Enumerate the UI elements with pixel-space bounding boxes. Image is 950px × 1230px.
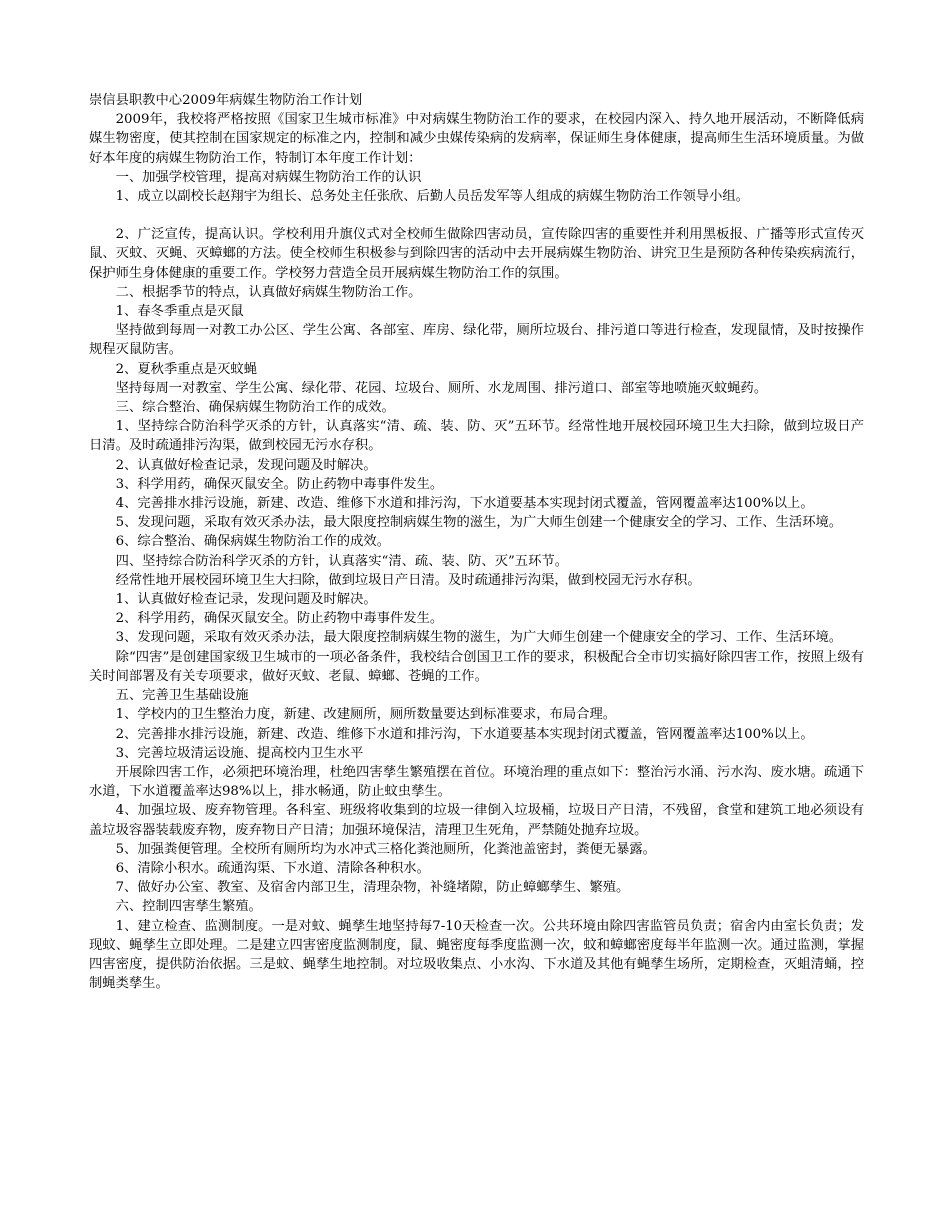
paragraph: 3、完善垃圾清运设施、提高校内卫生水平	[115, 745, 364, 761]
paragraph: 2、完善排水排污设施，新建、改造、维修下水道和排污沟，下水道要基本实现封闭式覆盖，管网覆盖率达100%以上。	[115, 726, 814, 742]
section-heading-2: 二、根据季节的特点，认真做好病媒生物防治工作。	[115, 284, 422, 300]
paragraph-intro: 2009年，我校将严格按照《国家卫生城市标准》中对病媒生物防治工作的要求，在校园内深入、持久地开展活动，不断降低病媒生物密度，使其控制在国家规定的标准之内，控制和减少虫媒传染病的发病率，保证师生身体健康，提高师生生活环境质量。为做好本年度的病媒生物防治工作，特制订本年度工作计划：	[89, 112, 864, 166]
paragraph: 3、发现问题，采取有效灭杀办法，最大限度控制病媒生物的滋生，为广大师生创建一个健康安全的学习、工作、生活环境。	[115, 630, 843, 646]
paragraph: 开展除四害工作，必须把环境治理，杜绝四害孳生繁殖摆在首位。环境治理的重点如下：整治污水涌、污水沟、废水塘。疏通下水道，下水道覆盖率达98%以上，排水畅通，防止蚊虫孳生。	[89, 764, 864, 800]
paragraph: 4、加强垃圾、废弃物管理。各科室、班级将收集到的垃圾一律倒入垃圾桶，垃圾日产日清，不残留，食堂和建筑工地必须设有盖垃圾容器装载废弃物，废弃物日产日清；加强环境保洁，清理卫生死角，严禁随处抛弃垃圾。	[89, 803, 864, 838]
paragraph: 4、完善排水排污设施，新建、改造、维修下水道和排污沟，下水道要基本实现封闭式覆盖，管网覆盖率达100%以上。	[115, 496, 814, 512]
paragraph: 5、加强粪便管理。全校所有厕所均为水冲式三格化粪池厕所，化粪池盖密封，粪便无暴露。	[115, 841, 656, 857]
paragraph: 坚持每周一对教室、学生公寓、绿化带、花园、垃圾台、厕所、水龙周围、排污道口、部室等地喷施灭蚊蝇药。	[115, 380, 768, 396]
document-page	[89, 91, 864, 993]
paragraph: 7、做好办公室、教室、及宿舍内部卫生，清理杂物，补缝堵隙，防止蟑螂孳生、繁殖。	[115, 880, 630, 896]
paragraph: 2、认真做好检查记录，发现问题及时解决。	[115, 457, 377, 473]
paragraph: 1、学校内的卫生整治力度，新建、改建厕所，厕所数量要达到标准要求，布局合理。	[115, 707, 617, 723]
paragraph: 6、清除小积水。疏通沟渠、下水道、清除各种积水。	[115, 860, 430, 876]
document-title: 崇信县职教中心2009年病媒生物防治工作计划	[89, 93, 363, 108]
section-heading-6: 六、控制四害孳生繁殖。	[115, 899, 262, 915]
paragraph: 1、坚持综合防治科学灭杀的方针，认真落实“清、疏、装、防、灭”五环节。经常性地开展校园环境卫生大扫除，做到垃圾日产日清。及时疏通排污沟渠，做到校园无污水存积。	[89, 419, 864, 454]
paragraph: 2、科学用药，确保灭鼠安全。防止药物中毒事件发生。	[115, 611, 444, 627]
paragraph: 1、建立检查、监测制度。一是对蚊、蝇孳生地坚持每7-10天检查一次。公共环境由除四害监管员负责；宿舍内由室长负责；发现蚊、蝇孳生立即处理。二是建立四害密度监测制度，鼠、蝇密度每季度监测一次，蚊和蟑螂密度每半年监测一次。通过监测，掌握四害密度，提供防治依据。三是蚊、蝇孳生地控制。对垃圾收集点、小水沟、下水道及其他有蝇孳生场所，定期检查，灭蛆清蛹，控制蝇类孳生。	[89, 918, 864, 992]
section-heading-1: 一、加强学校管理，提高对病媒生物防治工作的认识	[115, 169, 422, 185]
section-heading-4: 四、坚持综合防治科学灭杀的方针，认真落实“清、疏、装、防、灭”五环节。	[115, 553, 568, 569]
document-body	[89, 110, 864, 993]
paragraph: 3、科学用药，确保灭鼠安全。防止药物中毒事件发生。	[115, 476, 444, 492]
blank-line	[89, 206, 864, 225]
paragraph: 经常性地开展校园环境卫生大扫除，做到垃圾日产日清。及时疏通排污沟渠，做到校园无污水存积。	[115, 572, 701, 588]
paragraph: 1、春冬季重点是灭鼠	[115, 304, 244, 320]
paragraph: 5、发现问题，采取有效灭杀办法，最大限度控制病媒生物的滋生，为广大师生创建一个健康安全的学习、工作、生活环境。	[115, 515, 843, 531]
paragraph: 1、认真做好检查记录，发现问题及时解决。	[115, 592, 377, 608]
paragraph: 2、夏秋季重点是灭蚊蝇	[115, 361, 258, 377]
paragraph: 2、广泛宣传，提高认识。学校利用升旗仪式对全校师生做除四害动员，宣传除四害的重要性并利用黑板报、广播等形式宣传灭鼠、灭蚊、灭蝇、灭蟑螂的方法。使全校师生积极参与到除四害的活动中去开展病媒生物防治、讲究卫生是预防各种传染疾病流行，保护师生身体健康的重要工作。学校努力营造全员开展病媒生物防治工作的氛围。	[89, 227, 864, 281]
section-heading-5: 五、完善卫生基础设施	[115, 688, 249, 704]
paragraph: 6、综合整治、确保病媒生物防治工作的成效。	[115, 534, 390, 550]
section-heading-3: 三、综合整治、确保病媒生物防治工作的成效。	[115, 400, 395, 416]
paragraph: 1、成立以副校长赵翔宇为组长、总务处主任张欣、后勤人员岳发军等人组成的病媒生物防治工作领导小组。	[115, 189, 750, 205]
paragraph: 除“四害”是创建国家级卫生城市的一项必备条件，我校结合创国卫工作的要求，积极配合全市切实搞好除四害工作，按照上级有关时间部署及有关专项要求，做好灭蚊、老鼠、蟑螂、苍蝇的工作。	[89, 649, 864, 684]
paragraph: 坚持做到每周一对教工办公区、学生公寓、各部室、库房、绿化带，厕所垃圾台、排污道口等进行检查，发现鼠情，及时按操作规程灭鼠防害。	[89, 323, 864, 358]
